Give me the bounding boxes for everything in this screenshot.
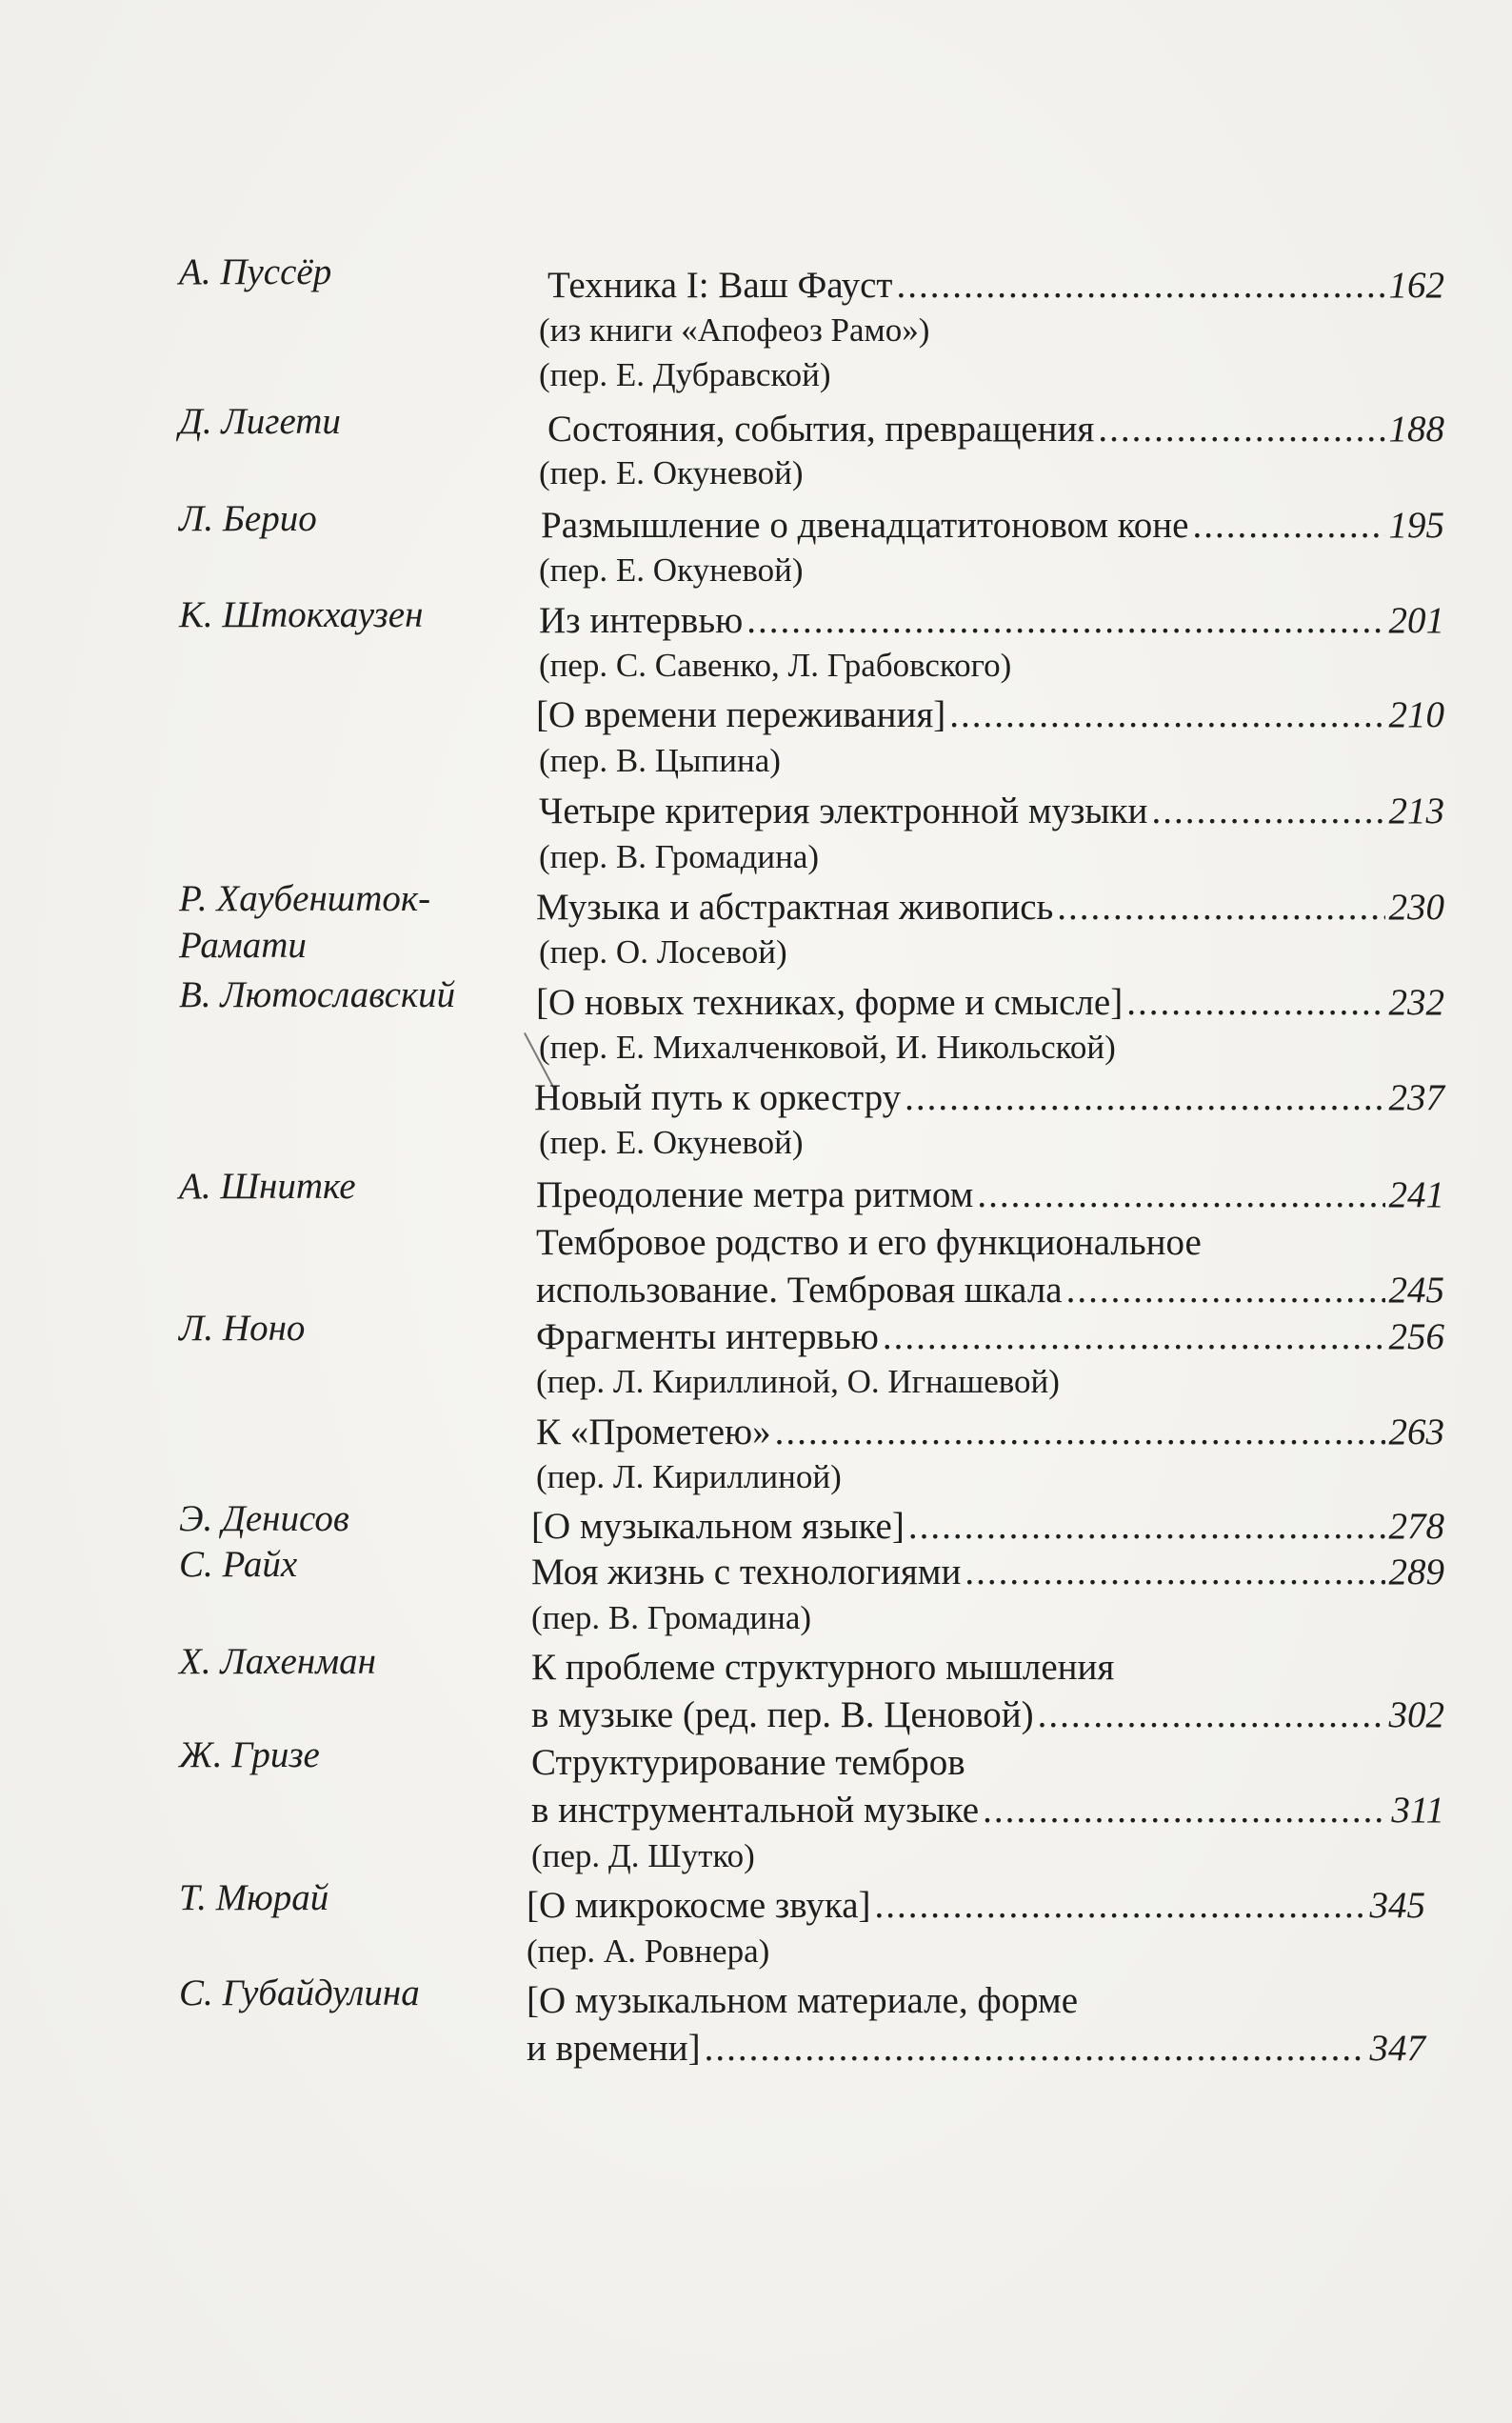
toc-author: Л. Берио	[179, 498, 317, 539]
leader-dots	[983, 1789, 1387, 1832]
toc-title: Четыре критерия электронной музыки	[539, 791, 1148, 831]
toc-title: в музыке (ред. пер. В. Ценовой)	[531, 1694, 1034, 1735]
toc-author: В. Лютославский	[179, 974, 456, 1015]
toc-entry	[527, 1884, 1425, 1928]
toc-page: 302	[1388, 1694, 1444, 1735]
toc-translator: (пер. О. Лосевой)	[539, 933, 787, 971]
toc-page: 210	[1388, 694, 1444, 735]
toc-translator: (пер. А. Ровнера)	[527, 1932, 770, 1970]
leader-dots	[908, 1505, 1385, 1549]
toc-entry	[531, 1693, 1444, 1737]
leader-dots	[775, 1411, 1385, 1454]
toc-title: Новый путь к оркестру	[534, 1077, 902, 1118]
toc-title: в инструментальной музыке	[531, 1790, 980, 1831]
toc-entry	[547, 408, 1444, 451]
toc-entry	[539, 599, 1444, 643]
toc-page: 345	[1369, 1885, 1425, 1926]
toc-author: К. Штокхаузен	[179, 594, 424, 635]
toc-translator: (пер. В. Громадина)	[531, 1599, 812, 1636]
leader-dots	[896, 264, 1384, 308]
leader-dots	[1057, 886, 1384, 930]
toc-page: 230	[1388, 887, 1444, 928]
toc-title: [О микрокосме звука]	[527, 1885, 871, 1926]
toc-title: Музыка и абстрактная живопись	[536, 887, 1054, 928]
toc-title: и времени]	[527, 2028, 701, 2069]
toc-entry	[536, 1173, 1444, 1217]
toc-author: А. Шнитке	[179, 1166, 356, 1207]
toc-page: 213	[1388, 791, 1444, 831]
toc-title: Из интервью	[539, 600, 744, 641]
toc-entry	[536, 1411, 1444, 1454]
toc-page: 162	[1388, 265, 1444, 306]
leader-dots	[1098, 408, 1384, 451]
toc-author: Ж. Гризе	[179, 1734, 320, 1775]
toc-author: Л. Ноно	[179, 1308, 306, 1349]
toc-page: 347	[1369, 2028, 1425, 2069]
toc-entry	[531, 1551, 1444, 1594]
toc-entry	[547, 264, 1444, 308]
toc-entry	[541, 504, 1444, 548]
leader-dots	[905, 1076, 1384, 1120]
toc-page: 263	[1388, 1412, 1444, 1452]
toc-title: Преодоление метра ритмом	[536, 1174, 974, 1215]
toc-author: Х. Лахенман	[179, 1641, 376, 1682]
leader-dots	[705, 2027, 1366, 2071]
toc-entry	[536, 981, 1444, 1025]
toc-entry	[534, 1076, 1444, 1120]
toc-title-line1: Структурирование тембров	[531, 1742, 965, 1783]
toc-title: [О времени переживания]	[536, 694, 946, 735]
toc-translator: (пер. Е. Окуневой)	[539, 551, 804, 589]
toc-author: С. Губайдулина	[179, 1972, 420, 2013]
leader-dots	[1192, 504, 1384, 548]
toc-translator: (пер. Л. Кириллиной, О. Игнашевой)	[536, 1363, 1060, 1400]
toc-title: использование. Тембровая шкала	[536, 1270, 1063, 1311]
toc-page: 289	[1388, 1552, 1444, 1592]
toc-page: 188	[1388, 409, 1444, 450]
toc-page: 201	[1388, 600, 1444, 641]
leader-dots	[875, 1884, 1366, 1928]
toc-title-line1: К проблеме структурного мышления	[531, 1647, 1115, 1688]
toc-entry	[527, 2027, 1425, 2071]
toc-page: 195	[1388, 505, 1444, 546]
leader-dots	[977, 1173, 1384, 1217]
toc-page: 241	[1388, 1174, 1444, 1215]
toc-title-line1: Тембровое родство и его функциональное	[536, 1222, 1202, 1263]
toc-entry	[531, 1789, 1444, 1832]
leader-dots	[746, 599, 1384, 643]
toc-author-continued: Рамати	[179, 925, 307, 966]
toc-entry	[536, 1315, 1444, 1359]
toc-author: Р. Хаубеншток-	[179, 878, 431, 919]
toc-title: К «Прометею»	[536, 1412, 771, 1452]
toc-title: Техника I: Ваш Фауст	[547, 265, 893, 306]
toc-page: 278	[1388, 1506, 1444, 1547]
toc-page: 237	[1388, 1077, 1444, 1118]
toc-translator: (пер. Л. Кириллиной)	[536, 1458, 842, 1495]
leader-dots	[1126, 981, 1384, 1025]
leader-dots	[1038, 1693, 1385, 1737]
toc-author: Э. Денисов	[179, 1498, 349, 1539]
toc-translator: (пер. Е. Окуневой)	[539, 1124, 804, 1161]
toc-translator: (пер. Е. Окуневой)	[539, 454, 804, 491]
toc-translator: (пер. Е. Дубравской)	[539, 356, 831, 393]
toc-page: 232	[1388, 982, 1444, 1023]
toc-title: [О новых техниках, форме и смысле]	[536, 982, 1124, 1023]
toc-page: 245	[1388, 1270, 1444, 1311]
toc-translator: (пер. С. Савенко, Л. Грабовского)	[539, 647, 1012, 684]
toc-author: Д. Лигети	[179, 401, 341, 442]
toc-title: Состояния, события, превращения	[547, 409, 1095, 450]
toc-title: Фрагменты интервью	[536, 1316, 879, 1357]
toc-title-line1: [О музыкальном материале, форме	[527, 1980, 1079, 2021]
toc-note: (из книги «Апофеоз Рамо»)	[539, 311, 930, 349]
toc-title: Моя жизнь с технологиями	[531, 1552, 962, 1592]
toc-entry	[539, 790, 1444, 833]
toc-page: 256	[1388, 1316, 1444, 1357]
toc-title: [О музыкальном языке]	[531, 1506, 905, 1547]
toc-author: А. Пуссёр	[179, 251, 332, 292]
toc-title: Размышление о двенадцатитоновом коне	[541, 505, 1189, 546]
toc-entry	[536, 693, 1444, 737]
toc-translator: (пер. В. Громадина)	[539, 838, 820, 875]
toc-entry	[531, 1505, 1444, 1549]
toc-page: 311	[1391, 1790, 1444, 1831]
leader-dots	[883, 1315, 1385, 1359]
toc-entry	[536, 1269, 1444, 1312]
toc-translator: (пер. Д. Шутко)	[531, 1837, 755, 1874]
toc-author: Т. Мюрай	[179, 1877, 329, 1918]
leader-dots	[965, 1551, 1384, 1594]
leader-dots	[949, 693, 1384, 737]
leader-dots	[1066, 1269, 1385, 1312]
toc-entry	[536, 886, 1444, 930]
toc-translator: (пер. В. Цыпина)	[539, 742, 781, 779]
leader-dots	[1151, 790, 1384, 833]
toc-author: С. Райх	[179, 1544, 298, 1585]
toc-translator: (пер. Е. Михалченковой, И. Никольской)	[539, 1029, 1116, 1066]
